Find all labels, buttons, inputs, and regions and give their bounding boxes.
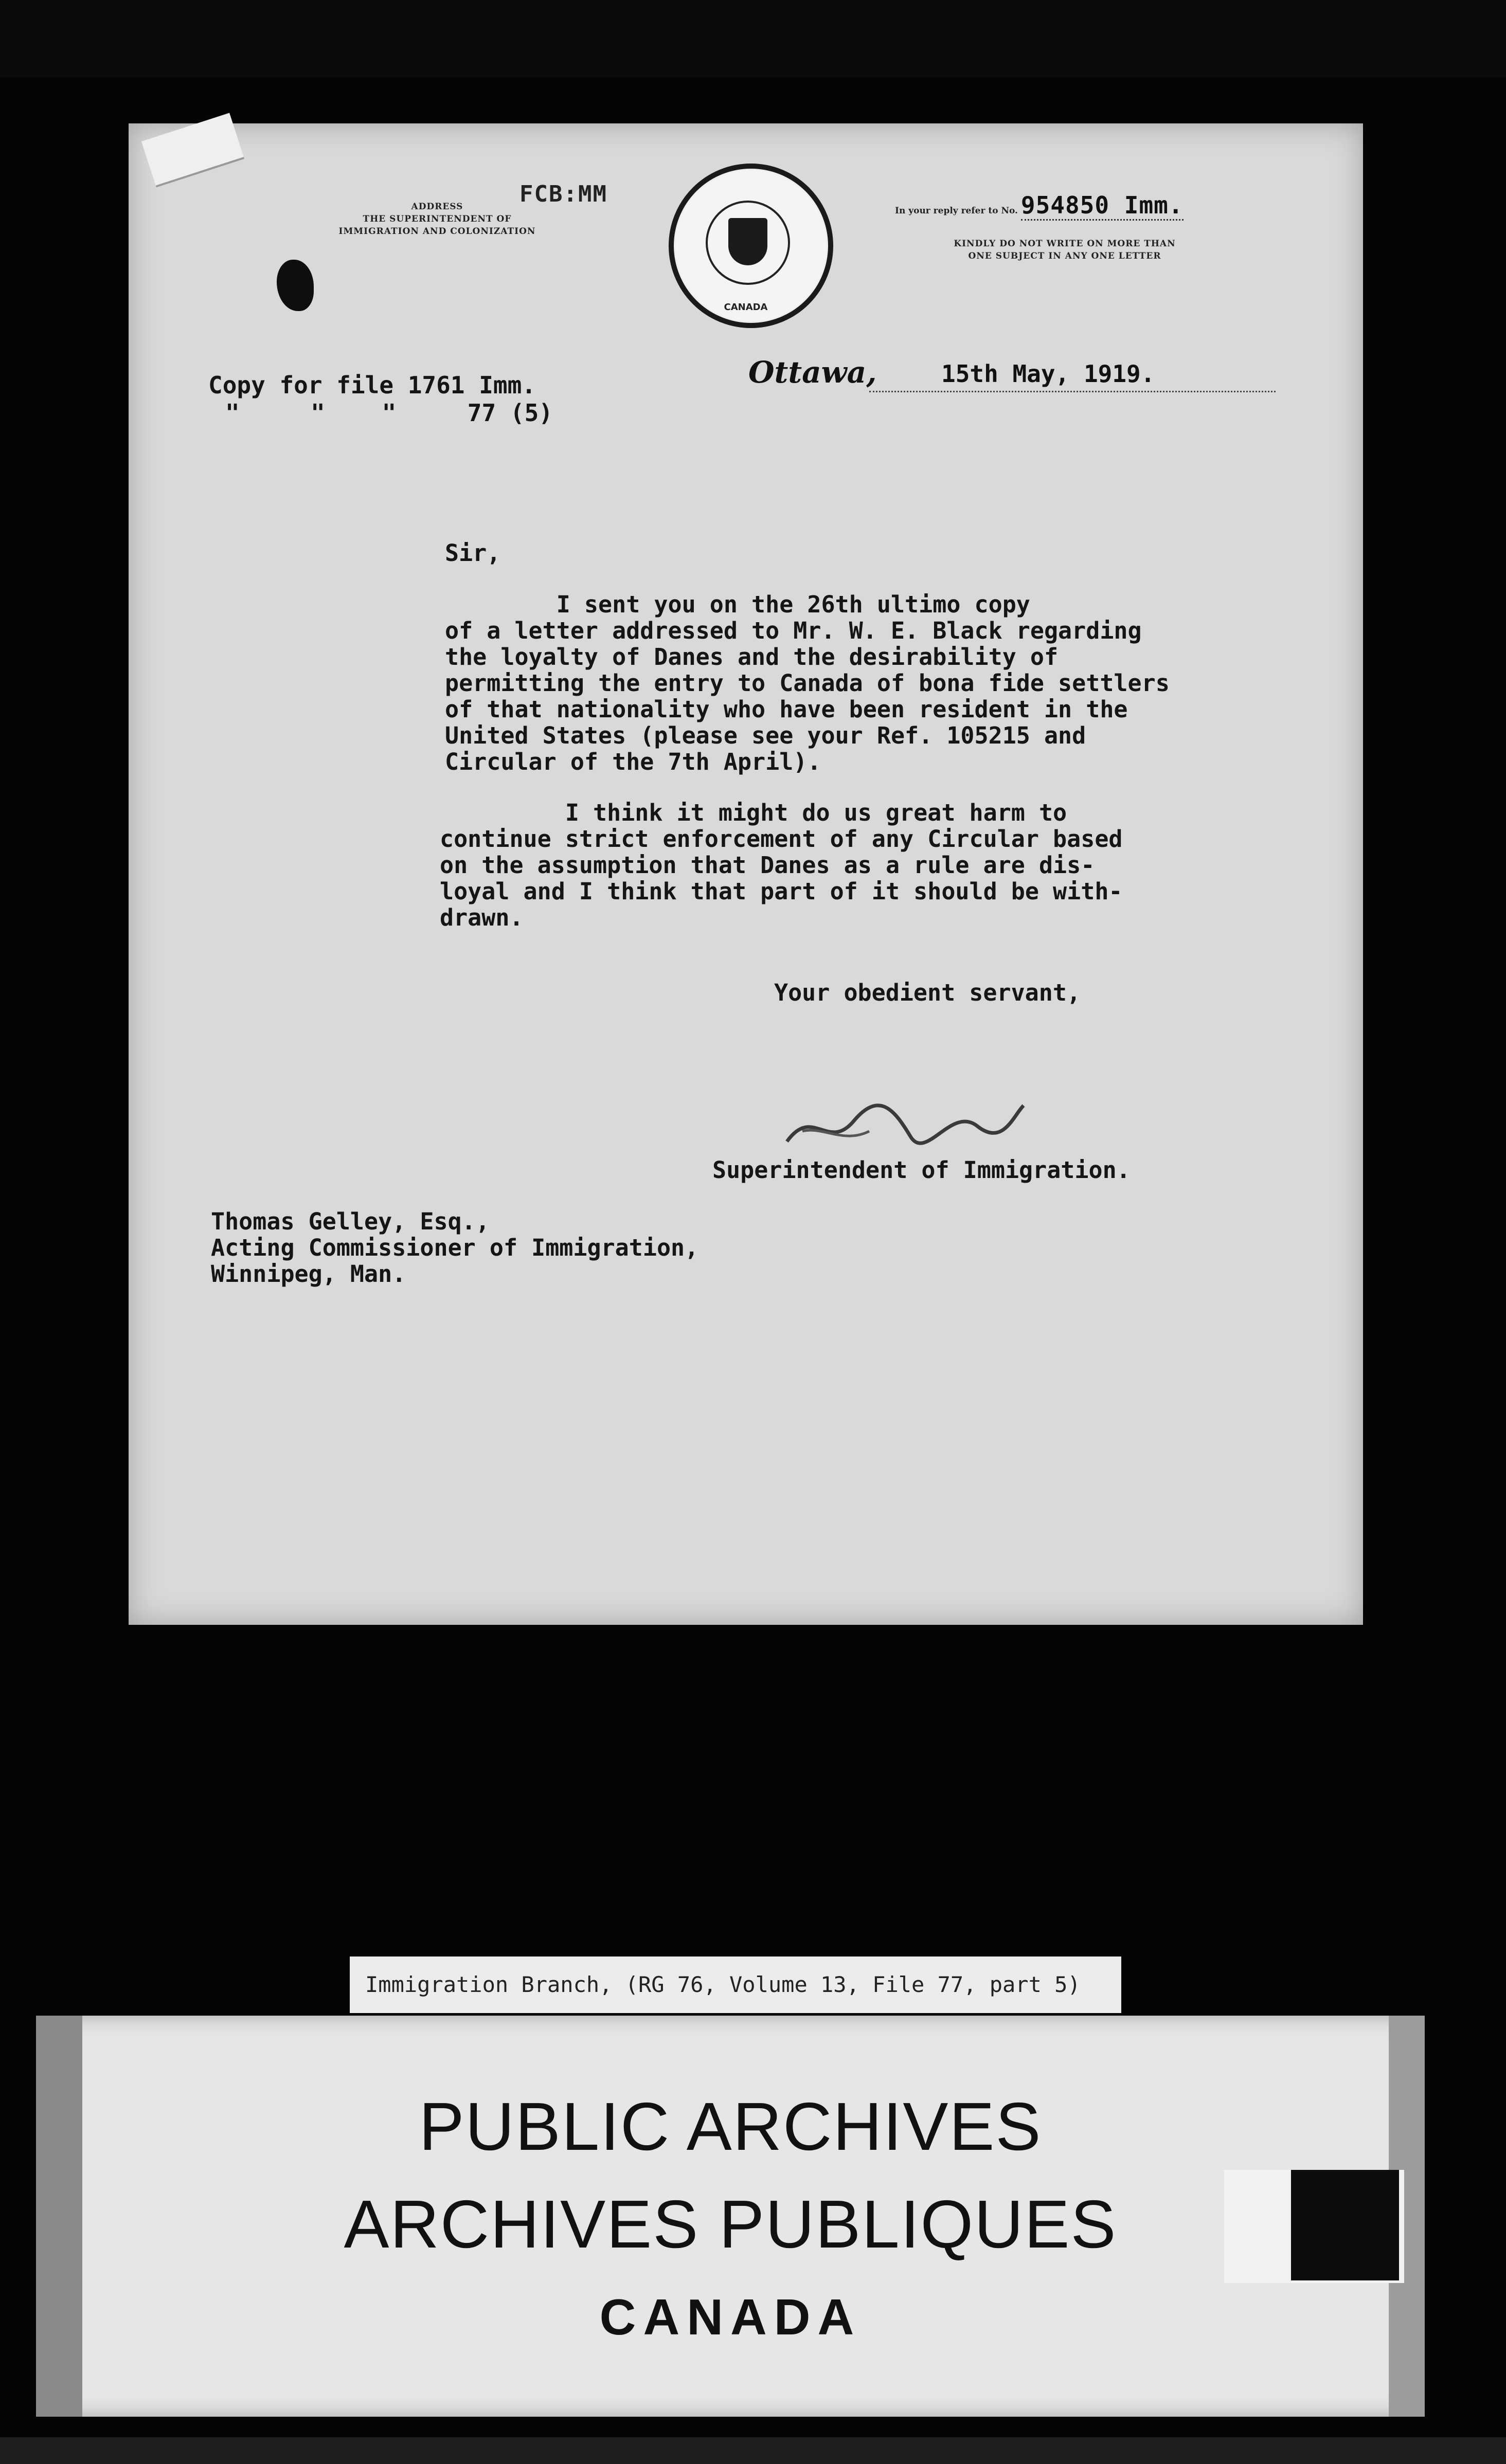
address-line: ADDRESS bbox=[411, 202, 463, 212]
archives-title-french: ARCHIVES PUBLIQUES bbox=[344, 2186, 1117, 2262]
salutation: Sir, bbox=[445, 539, 501, 567]
body-paragraph: I think it might do us great harm to continue strict enforcement of any Circular based on the assumption that Danes as a rule are dis- loyal and I think that part of it should be with- drawn. bbox=[440, 799, 1123, 931]
letter-date: 15th May, 1919. bbox=[941, 360, 1155, 388]
body-paragraph: I sent you on the 26th ultimo copy of a letter addressed to Mr. W. E. Black regarding the loyalty of Danes and the desirability of permitting the entry to Canada of bona fide settlers of that nationality who have been resident in the United States (please see your Ref. 105215 and Circular of the 7th April). bbox=[445, 591, 1170, 775]
copy-for-file-line: Copy for file 1761 Imm. bbox=[208, 371, 536, 399]
closing: Your obedient servant, bbox=[774, 979, 1081, 1006]
place-of-writing: Ottawa, bbox=[748, 355, 877, 390]
one-subject-notice bbox=[921, 238, 1209, 262]
notice-line: ONE SUBJECT IN ANY ONE LETTER bbox=[968, 251, 1161, 261]
archives-title-card bbox=[36, 2016, 1425, 2417]
film-frame-bottom bbox=[0, 2437, 1506, 2464]
copy-for-file-line: " " " 77 (5) bbox=[225, 399, 553, 427]
signature-scribble bbox=[782, 1095, 1029, 1157]
signature-stroke bbox=[782, 1095, 1029, 1157]
reply-reference bbox=[895, 191, 1286, 221]
reference-initials: FCB:MM bbox=[519, 181, 607, 207]
reply-number: 954850 Imm. bbox=[1021, 191, 1184, 221]
addressee-block: Thomas Gelley, Esq., Acting Commissioner of Immigration, Winnipeg, Man. bbox=[211, 1208, 699, 1288]
letterhead-address bbox=[329, 201, 545, 238]
signatory-title: Superintendent of Immigration. bbox=[712, 1156, 1131, 1184]
film-frame-border bbox=[0, 0, 1506, 77]
archival-caption: Immigration Branch, (RG 76, Volume 13, File 77, part 5) bbox=[350, 1956, 1121, 2013]
reply-prefix: In your reply refer to No. bbox=[895, 206, 1018, 216]
department-seal bbox=[669, 164, 833, 328]
shield-icon bbox=[728, 218, 767, 265]
seal-inner-ring bbox=[706, 201, 790, 285]
address-line: IMMIGRATION AND COLONIZATION bbox=[338, 226, 536, 237]
address-line: THE SUPERINTENDENT OF bbox=[363, 214, 512, 224]
archives-country: CANADA bbox=[599, 2289, 862, 2345]
archives-title-english: PUBLIC ARCHIVES bbox=[419, 2089, 1042, 2164]
notice-line: KINDLY DO NOT WRITE ON MORE THAN bbox=[954, 239, 1176, 249]
seal-label: CANADA bbox=[724, 302, 768, 313]
